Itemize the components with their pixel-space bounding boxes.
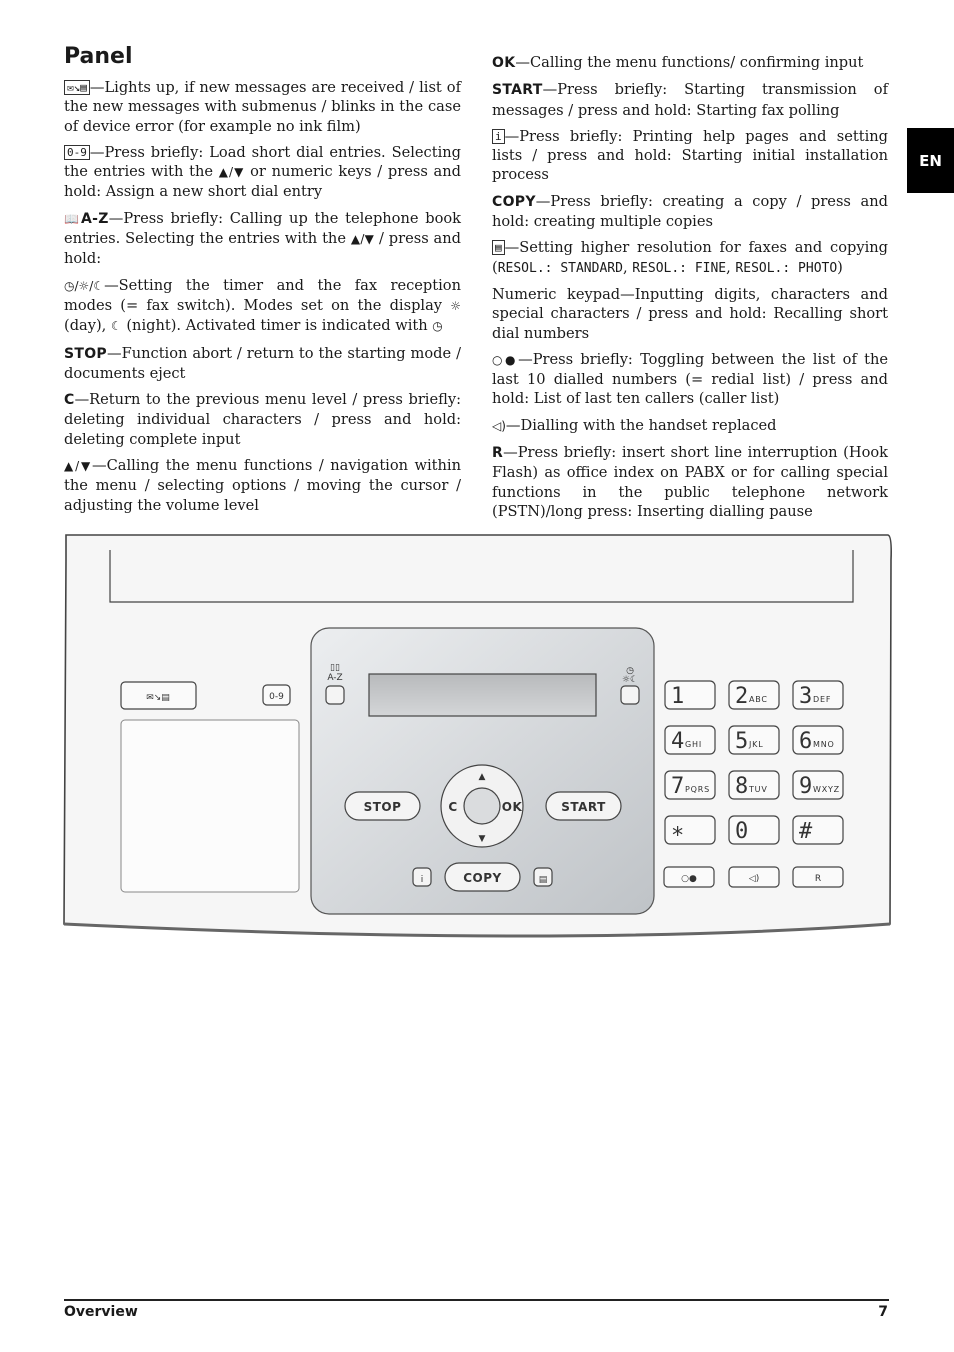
start-key-label: START (492, 82, 543, 99)
key-digit: 4 (671, 729, 685, 754)
desc-short-dial: 0-9 —Press briefly: Load short dial entries. Selecting the entries with the ▲/▼ or numeric keys / press and hold: Assign a new short dial entry (64, 143, 462, 201)
key-letters: MNO (813, 740, 835, 749)
footer-section: Overview (64, 1304, 138, 1320)
key-letters: DEF (813, 695, 832, 704)
key-digit: 0 (735, 819, 749, 844)
key-letters: TUV (749, 785, 768, 794)
desc-stop: STOP—Function abort / return to the starting mode / documents eject (64, 344, 461, 382)
timer-sun-moon-icon: ◷ (626, 666, 634, 676)
moon-icon: ☾ (110, 319, 122, 334)
up-down-arrows-icon: ▲/▼ (218, 165, 245, 180)
redial-icon: ○● (492, 352, 519, 367)
key-letters: WXYZ (813, 785, 840, 794)
panel-illustration (60, 530, 894, 950)
desc-ok: OK—Calling the menu functions/ confirming input (492, 54, 864, 71)
copy-label: COPY (463, 871, 502, 885)
page-number: 7 (878, 1304, 888, 1320)
r-key-label: R (492, 445, 504, 462)
key-digit: # (799, 819, 813, 844)
ok-key-label: OK (492, 55, 516, 71)
phonebook-button[interactable] (326, 686, 344, 704)
navigation-center[interactable] (464, 788, 500, 824)
desc-timer: ◷/☼/☾—Setting the timer and the fax reception modes (= fax switch). Modes set on the display ☼ (day), ☾ (night). Activated timer is indicated with ◷ (64, 276, 461, 335)
desc-start: START—Press briefly: Starting transmission of messages / press and hold: Starting fax polling (492, 81, 888, 119)
key-digit: 1 (671, 684, 685, 709)
resolution-key-icon: ▤ (492, 240, 505, 255)
key-digit: 2 (735, 684, 749, 709)
desc-c: C—Return to the previous menu level / press briefly: deleting individual characters / press and hold: deleting complete input (64, 391, 461, 448)
sun-moon-icon: ☼☾ (621, 675, 639, 685)
left-column (64, 78, 461, 522)
info-key-icon: i (492, 129, 505, 144)
desc-r: R—Press briefly: insert short line interruption (Hook Flash) as office index on PABX or for calling special functions in the public telephone network (PSTN)/long press: Inserting dialling pause (492, 444, 888, 520)
key-digit: 7 (671, 774, 685, 799)
up-down-arrows-icon: ▲/▼ (64, 459, 93, 474)
short-dial-label: 0-9 (269, 692, 284, 702)
up-down-arrows-icon: ▲/▼ (350, 232, 375, 247)
desc-messages: ✉↘▤ —Lights up, if new messages are received / list of the new messages with submenus / blinks in the case of device error (for example no ink film) (64, 79, 461, 135)
key-letters: ABC (749, 695, 768, 704)
key-letters: PQRS (685, 785, 710, 794)
copy-key-label: COPY (492, 193, 536, 210)
book-icon: ▯▯ (330, 663, 340, 673)
timer-sun-moon-icon: ◷/☼/☾ (64, 278, 105, 293)
message-key-icon: ✉↘▤ (64, 80, 90, 95)
document-tray (121, 720, 299, 892)
book-icon: 📖 (64, 211, 82, 226)
phonebook-key-label: A-Z (81, 210, 109, 227)
key-letters: GHI (685, 740, 702, 749)
key-digit: 3 (799, 684, 813, 709)
clock-icon: ◷ (432, 319, 443, 334)
desc-copy: COPY—Press briefly: creating a copy / press and hold: creating multiple copies (492, 192, 888, 231)
speaker-icon: ◁) (748, 874, 760, 884)
display (369, 674, 596, 716)
desc-redial: ○●—Press briefly: Toggling between the list of the last 10 dialled numbers (= redial list) / press and hold: List of last ten callers (caller list) (492, 350, 888, 408)
ok-label[interactable]: OK (501, 800, 523, 814)
up-arrow-icon[interactable]: ▲ (478, 772, 486, 782)
stop-label: STOP (363, 800, 402, 814)
desc-arrows: ▲/▼—Calling the menu functions / navigation within the menu / selecting options / moving the cursor / adjusting the volume level (64, 457, 462, 514)
desc-info: i —Press briefly: Printing help pages and setting lists / press and hold: Starting initial installation process (492, 127, 888, 184)
footer-rule (64, 1299, 889, 1301)
c-label[interactable]: C (448, 800, 458, 814)
speaker-icon: ◁) (492, 418, 506, 433)
c-key-label: C (64, 392, 75, 409)
short-dial-key-icon: 0-9 (64, 145, 90, 160)
phonebook-label: A-Z (327, 673, 343, 683)
key-digit: 6 (799, 729, 813, 754)
stop-key-label: STOP (64, 345, 107, 362)
redial-icon: ○● (681, 874, 697, 884)
key-letters: JKL (749, 740, 764, 749)
timer-button[interactable] (621, 686, 639, 704)
language-tab: EN (907, 128, 954, 193)
right-column (492, 53, 888, 528)
info-label: i (420, 875, 424, 885)
desc-resolution: ▤ —Setting higher resolution for faxes and copying (RESOL.: STANDARD, RESOL.: FINE, RESOL.: PHOTO) (492, 239, 888, 276)
sun-icon: ☼ (450, 298, 461, 313)
resolution-icon: ▤ (538, 875, 548, 885)
key-digit: 5 (735, 729, 749, 754)
page-title: Panel (64, 44, 133, 69)
desc-speaker: ◁)—Dialling with the handset replaced (492, 416, 777, 434)
key-digit: ∗ (671, 819, 685, 844)
message-key-icon: ✉↘▤ (146, 693, 170, 703)
desc-phonebook: 📖A-Z—Press briefly: Calling up the telephone book entries. Selecting the entries with the ▲/▼ / press and hold: (64, 209, 462, 268)
desc-keypad: Numeric keypad—Inputting digits, characters and special characters / press and hold: Recalling short dial numbers (492, 285, 888, 342)
r-label: R (814, 874, 822, 884)
key-digit: 9 (799, 774, 813, 799)
down-arrow-icon[interactable]: ▼ (478, 834, 486, 844)
key-digit: 8 (735, 774, 749, 799)
start-label: START (561, 800, 606, 814)
